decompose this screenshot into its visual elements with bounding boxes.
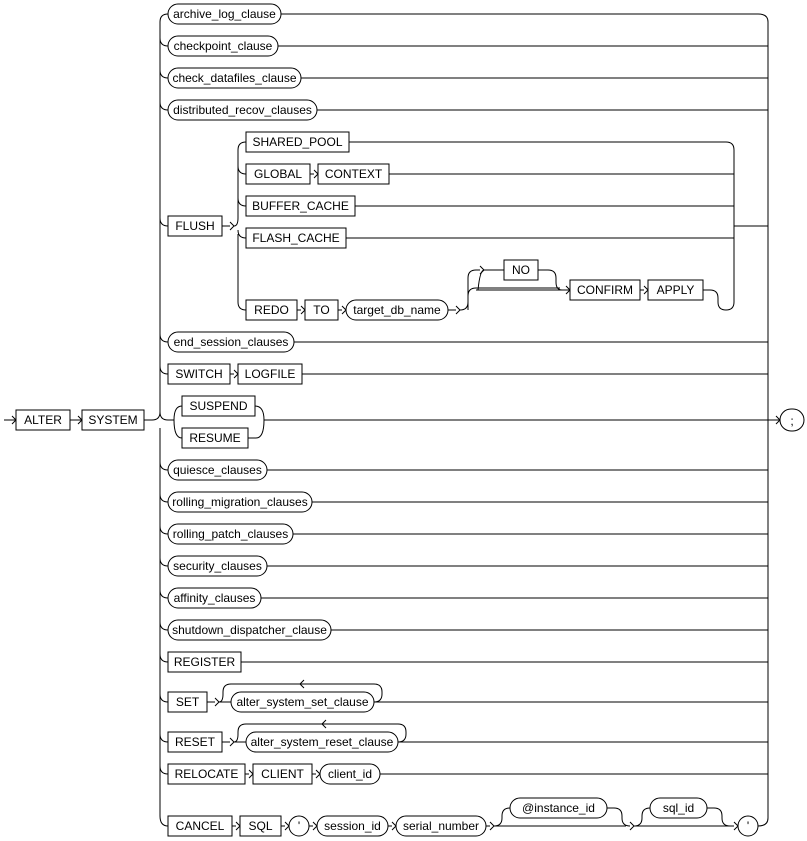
clause-sql-id-label: sql_id xyxy=(662,801,695,815)
connector-line xyxy=(234,142,246,226)
arrow-icon xyxy=(301,306,305,314)
connector-line xyxy=(160,38,168,46)
clause-alter-system-set-label: alter_system_set_clause xyxy=(236,695,369,709)
keyword-apply-label: APPLY xyxy=(656,283,695,297)
keyword-no-label: NO xyxy=(512,263,530,277)
clause-client-id-label: client_id xyxy=(327,767,373,781)
connector-line xyxy=(468,270,480,296)
connector-line xyxy=(634,808,650,826)
keyword-resume-label: RESUME xyxy=(189,431,241,445)
keyword-switch-label: SWITCH xyxy=(175,367,223,381)
connector-line xyxy=(160,218,168,226)
keyword-shared-pool-label: SHARED_POOL xyxy=(252,135,343,149)
connector-line xyxy=(238,234,246,310)
keyword-system-label: SYSTEM xyxy=(88,413,138,427)
keyword-reset-label: RESET xyxy=(174,735,216,749)
arrow-icon xyxy=(285,822,289,830)
connector-line xyxy=(174,420,182,438)
arrow-icon xyxy=(490,822,494,830)
keyword-set-label: SET xyxy=(175,695,200,709)
connector-line xyxy=(607,808,630,826)
keyword-register-label: REGISTER xyxy=(173,655,236,669)
connector-line xyxy=(478,270,484,290)
connector-line xyxy=(160,334,168,342)
clause-checkpoint-label: checkpoint_clause xyxy=(173,39,273,53)
keyword-buffer-cache-label: BUFFER_CACHE xyxy=(252,199,349,213)
clause-affinity-label: affinity_clauses xyxy=(173,591,256,605)
connector-line xyxy=(160,590,168,598)
keyword-logfile-label: LOGFILE xyxy=(244,367,296,381)
arrow-icon xyxy=(630,822,634,830)
connector-line xyxy=(160,526,168,534)
clause-check-datafiles-label: check_datafiles_clause xyxy=(172,71,297,85)
connector-line xyxy=(160,412,174,420)
keyword-confirm-label: CONFIRM xyxy=(577,283,633,297)
clause-alter-system-reset-label: alter_system_reset_clause xyxy=(250,735,394,749)
arrow-icon xyxy=(249,770,253,778)
connector-line xyxy=(255,406,264,420)
connector-line xyxy=(538,270,562,290)
keyword-sql-label: SQL xyxy=(248,819,273,833)
connector-line xyxy=(160,654,168,662)
connector-line xyxy=(707,808,730,826)
clause-distributed-recov-label: distributed_recov_clauses xyxy=(173,103,312,117)
connector-line xyxy=(468,288,560,296)
arrow-icon xyxy=(644,286,648,294)
connector-line xyxy=(238,166,246,174)
arrow-icon xyxy=(234,370,238,378)
arrow-icon xyxy=(314,170,318,178)
connector-line xyxy=(160,558,168,566)
clause-end-session-label: end_session_clauses xyxy=(173,335,289,349)
clause-archive-log-label: archive_log_clause xyxy=(173,7,276,21)
clause-serial-number-label: serial_number xyxy=(402,819,480,833)
arrow-icon xyxy=(456,306,460,314)
connector-line xyxy=(160,462,168,470)
connector-line xyxy=(460,290,468,310)
keyword-alter-label: ALTER xyxy=(24,413,62,427)
keyword-redo-label: REDO xyxy=(254,303,289,317)
literal-quote-close-label: ' xyxy=(746,819,750,833)
arrow-icon xyxy=(342,306,346,314)
connector-line xyxy=(160,766,168,774)
arrow-icon xyxy=(392,822,396,830)
clause-security-label: security_clauses xyxy=(173,559,262,573)
arrow-icon xyxy=(236,822,240,830)
terminator-semicolon-label: ; xyxy=(790,414,794,428)
arrow-icon xyxy=(316,770,320,778)
connector-line xyxy=(160,734,168,742)
keyword-cancel-label: CANCEL xyxy=(175,819,225,833)
connector-line xyxy=(160,102,168,110)
connector-line xyxy=(160,70,168,78)
keyword-context-label: CONTEXT xyxy=(324,167,383,181)
keyword-relocate-label: RELOCATE xyxy=(174,767,239,781)
arrow-icon xyxy=(230,738,234,746)
keyword-suspend-label: SUSPEND xyxy=(189,399,248,413)
keyword-global-label: GLOBAL xyxy=(253,167,303,181)
connector-line xyxy=(238,230,246,238)
literal-quote-open-label: ' xyxy=(297,819,301,833)
keyword-client-label: CLIENT xyxy=(261,767,304,781)
keyword-flash-cache-label: FLASH_CACHE xyxy=(252,231,340,245)
clause-rolling-patch-label: rolling_patch_clauses xyxy=(172,527,289,541)
connector-line xyxy=(248,420,264,438)
clause-shutdown-dispatcher-label: shutdown_dispatcher_clause xyxy=(172,623,327,637)
connector-line xyxy=(238,198,246,206)
keyword-flush-label: FLUSH xyxy=(175,219,215,233)
connector-line xyxy=(160,494,168,502)
clause-instance-id-label: @instance_id xyxy=(522,801,595,815)
connector-line xyxy=(494,808,510,826)
arrow-icon xyxy=(230,222,234,230)
arrow-icon xyxy=(734,822,738,830)
connector-line xyxy=(160,622,168,630)
clause-target-db-name-label: target_db_name xyxy=(353,303,441,317)
clause-rolling-migration-label: rolling_migration_clauses xyxy=(172,495,308,509)
connector-line xyxy=(160,366,168,374)
arrow-icon xyxy=(215,698,219,706)
connector-line xyxy=(160,694,168,702)
connector-line xyxy=(174,406,182,420)
clause-session-id-label: session_id xyxy=(324,819,381,833)
clause-quiesce-label: quiesce_clauses xyxy=(173,463,262,477)
arrow-icon xyxy=(313,822,317,830)
connector-line xyxy=(144,14,168,420)
connector-line xyxy=(703,290,726,310)
keyword-to-label: TO xyxy=(313,303,330,317)
